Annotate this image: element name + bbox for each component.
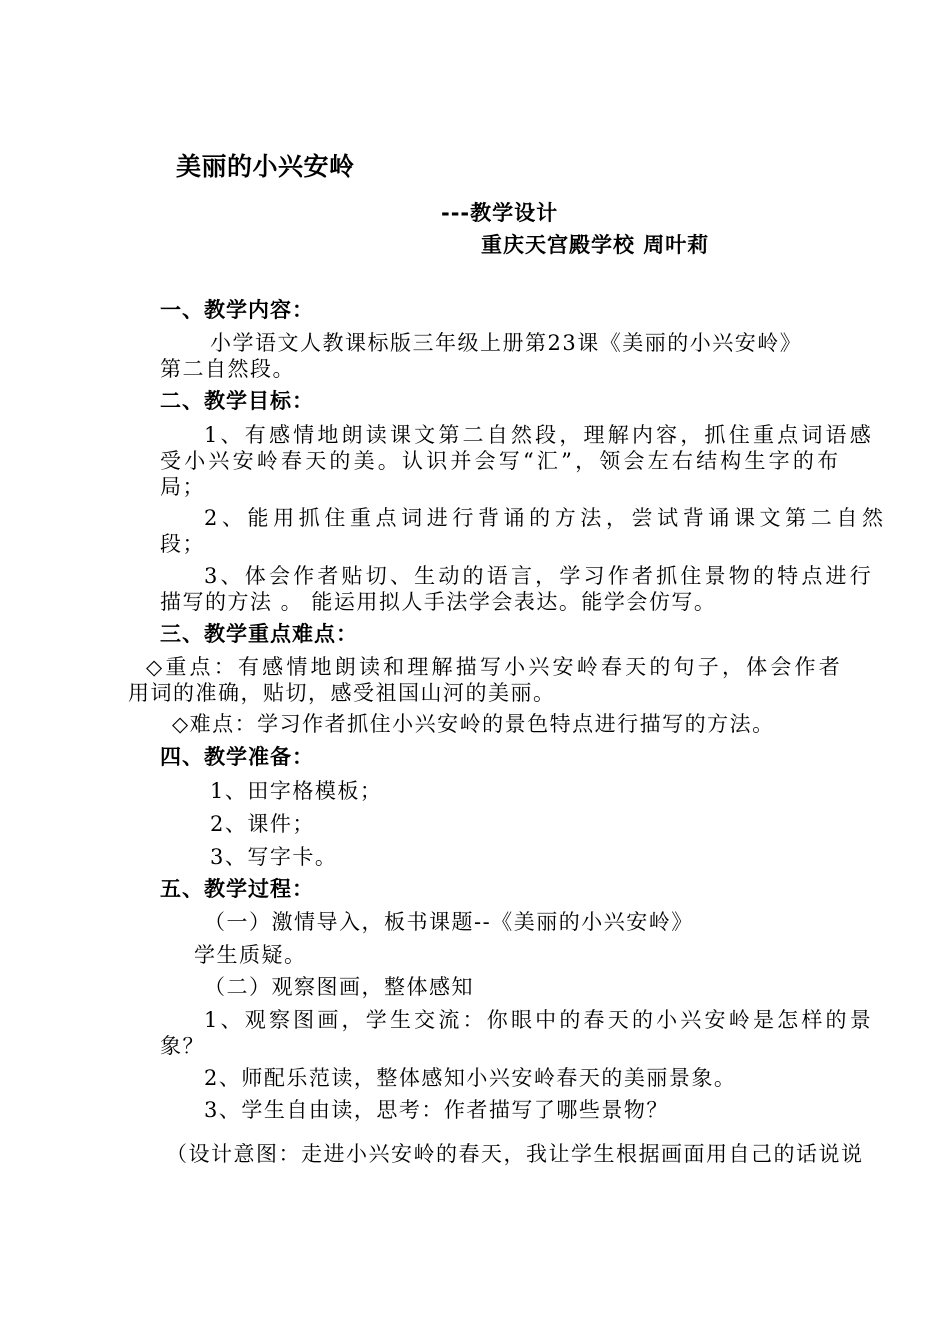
process-line: 象？: [160, 1034, 205, 1058]
difficulty-line: ◇难点：学习作者抓住小兴安岭的景色特点进行描写的方法。: [172, 712, 775, 736]
section-heading-process: 五、教学过程：: [160, 877, 314, 901]
section-heading-key-points: 三、教学重点难点：: [160, 622, 358, 646]
key-point-line: ◇重点：有感情地朗读和理解描写小兴安岭春天的句子，体会作者: [146, 655, 843, 679]
goal-line: 2、能用抓住重点词进行背诵的方法，尝试背诵课文第二自然: [204, 506, 888, 530]
process-step-title: （一）激情导入，板书课题--《美丽的小兴安岭》: [204, 910, 694, 934]
prep-item: 1、田字格模板；: [210, 779, 383, 803]
process-step-title: （二）观察图画，整体感知: [204, 975, 474, 999]
section-heading-goals: 二、教学目标：: [160, 389, 314, 413]
process-line: 1、观察图画，学生交流：你眼中的春天的小兴安岭是怎样的景: [204, 1008, 874, 1032]
document-title: 美丽的小兴安岭: [176, 152, 355, 181]
paragraph-line: 小学语文人教课标版三年级上册第23课《美丽的小兴安岭》: [210, 331, 803, 355]
document-subtitle: ---教学设计: [441, 201, 559, 225]
process-line: 学生质疑。: [194, 943, 307, 967]
section-heading-preparation: 四、教学准备：: [160, 745, 314, 769]
design-note-line: （设计意图：走进小兴安岭的春天，我让学生根据画面用自己的话说说: [166, 1142, 864, 1166]
paragraph-line: 第二自然段。: [160, 357, 295, 381]
goal-line: 1、有感情地朗读课文第二自然段，理解内容，抓住重点词语感: [204, 423, 874, 447]
goal-line: 3、体会作者贴切、生动的语言，学习作者抓住景物的特点进行: [204, 564, 874, 588]
key-point-line: 用词的准确，贴切，感受祖国山河的美丽。: [128, 681, 556, 705]
process-line: 3、学生自由读，思考：作者描写了哪些景物？: [204, 1098, 669, 1122]
section-heading-content: 一、教学内容：: [160, 298, 314, 322]
goal-line: 局；: [160, 475, 205, 499]
goal-line: 受小兴安岭春天的美。认识并会写“汇”，领会左右结构生字的布: [160, 449, 842, 473]
goal-line: 段；: [160, 532, 205, 556]
prep-item: 3、写字卡。: [210, 845, 338, 869]
prep-item: 2、课件；: [210, 812, 315, 836]
goal-line: 描写的方法 。 能运用拟人手法学会表达。能学会仿写。: [160, 590, 717, 614]
process-line: 2、师配乐范读，整体感知小兴安岭春天的美丽景象。: [204, 1066, 737, 1090]
author-line: 重庆天宫殿学校 周叶莉: [481, 233, 710, 257]
